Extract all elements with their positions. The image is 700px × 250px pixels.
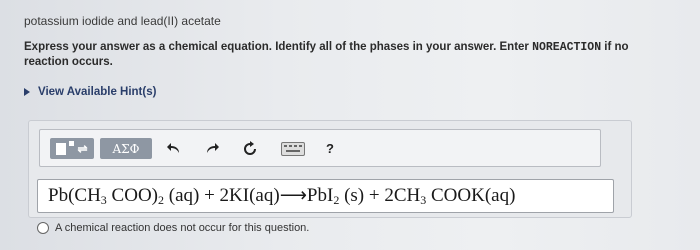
template-button[interactable] <box>50 138 94 159</box>
equation-segment: Pb(CH <box>48 185 101 206</box>
undo-icon <box>166 142 182 156</box>
equation-toolbar <box>39 129 601 167</box>
equation-segment: COO) <box>106 185 158 206</box>
equation-subscript: 3 <box>420 193 427 207</box>
help-button[interactable]: ? <box>326 141 334 156</box>
no-reaction-option[interactable] <box>37 222 309 234</box>
greek-symbols-button[interactable]: ΑΣΦ <box>100 138 152 159</box>
equation-input[interactable] <box>37 179 614 213</box>
reset-button[interactable] <box>240 138 260 159</box>
template-box-icon <box>56 143 66 155</box>
instruction-main: Express your answer as a chemical equation. Identify all of the phases in your answer. Enter <box>24 41 533 53</box>
keyboard-button[interactable] <box>280 138 306 159</box>
redo-button[interactable] <box>202 138 222 159</box>
no-reaction-radio[interactable] <box>37 222 49 234</box>
equation-subscript: 2 <box>333 193 340 207</box>
no-reaction-label: A chemical reaction does not occur for this question. <box>55 222 310 234</box>
answer-panel <box>28 120 632 218</box>
keyboard-icon <box>281 142 305 156</box>
equation-segment: COOK(aq) <box>426 185 516 206</box>
view-hints-link[interactable] <box>24 86 156 98</box>
reset-icon <box>242 141 258 157</box>
equation-text <box>48 184 515 208</box>
equation-subscript: 2 <box>158 193 164 207</box>
equation-segment: (aq) + 2KI(aq)⟶PbI <box>164 185 334 206</box>
undo-button[interactable] <box>164 138 184 159</box>
equation-subscript: 3 <box>100 193 107 207</box>
equation-segment: (s) + 2CH <box>339 185 421 206</box>
template-superscript-icon <box>69 141 74 146</box>
redo-icon <box>204 142 220 156</box>
view-hints-label: View Available Hint(s) <box>38 86 157 98</box>
instruction-suffix: if no reaction occurs. <box>24 41 629 68</box>
reactants-label: potassium iodide and lead(II) acetate <box>24 14 221 28</box>
expand-triangle-icon <box>24 88 30 96</box>
template-equals-icon: ⇌ <box>77 141 88 156</box>
instruction-keyword: NOREACTION <box>532 41 602 54</box>
instruction-text <box>24 40 654 69</box>
